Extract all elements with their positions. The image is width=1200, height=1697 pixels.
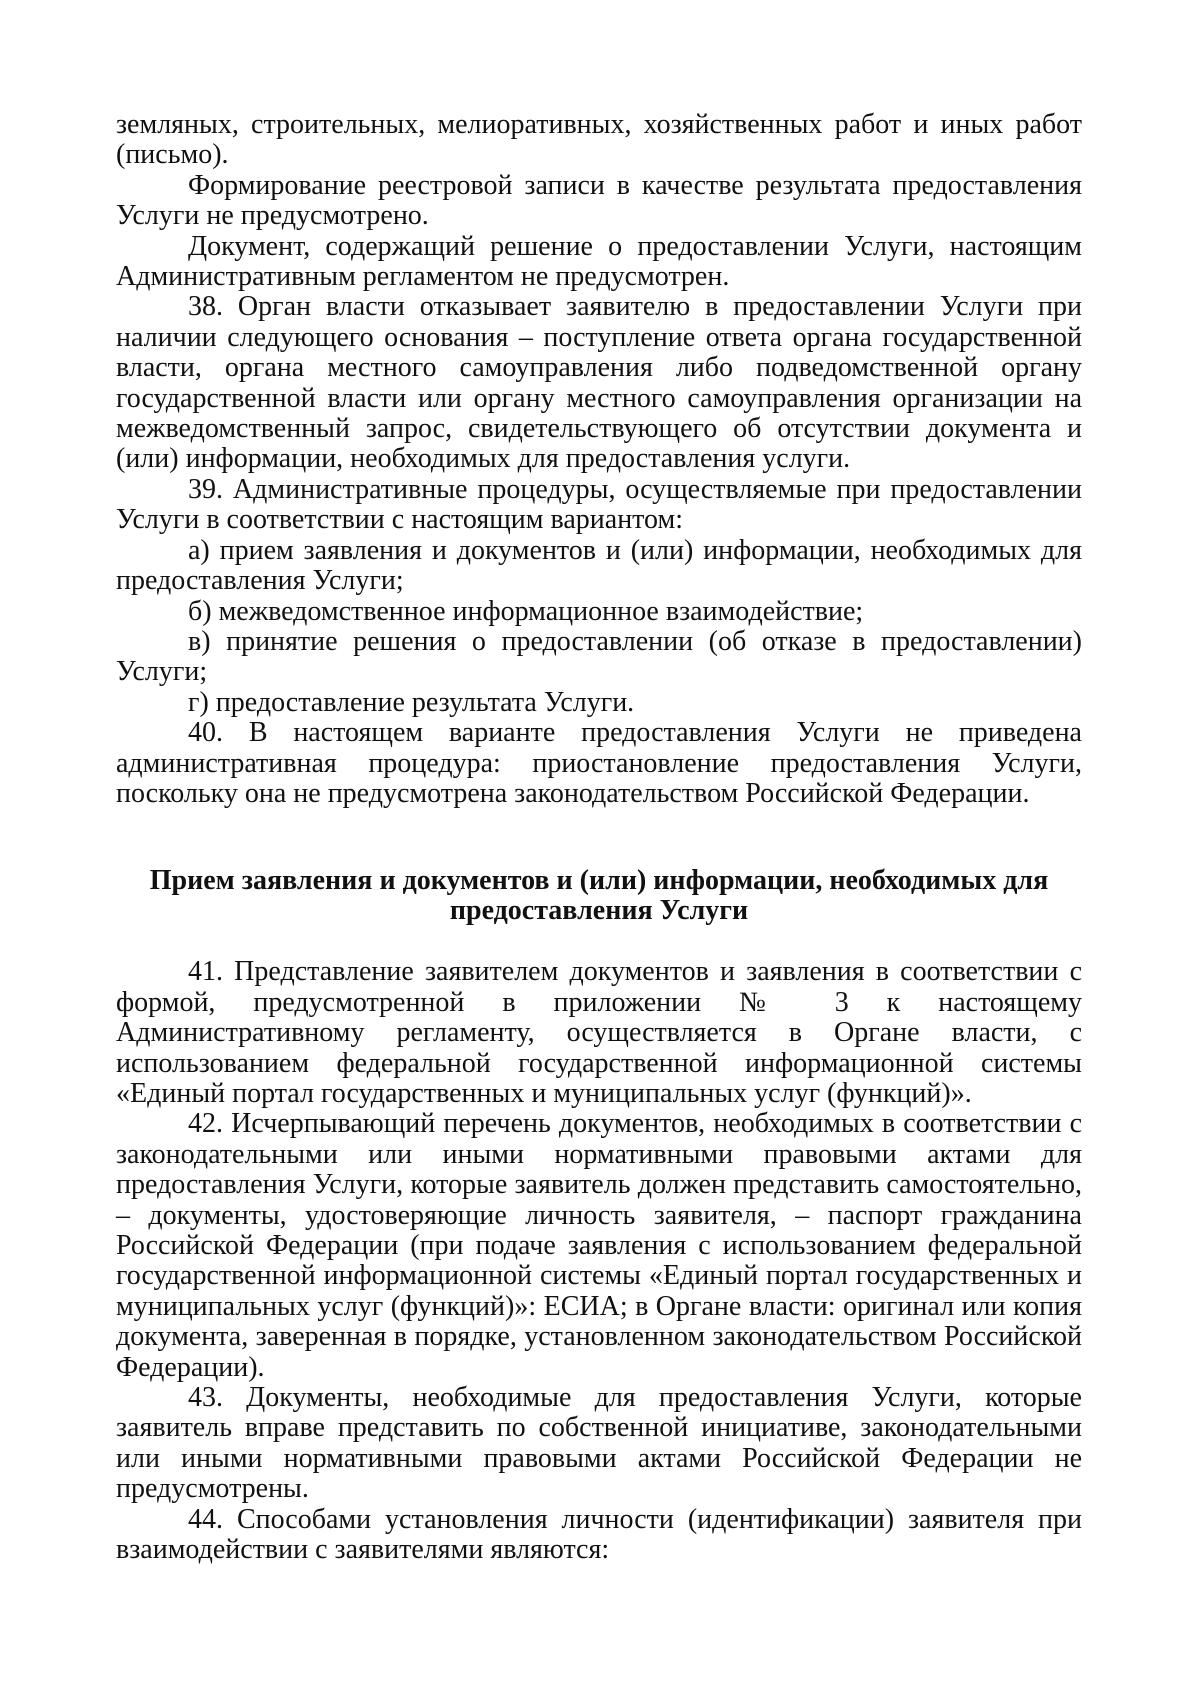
list-item-g: г) предоставление результата Услуги.	[188, 686, 635, 718]
paragraph-41: 41. Представление заявителем документов и заявления в соответствии с формой, предусмотренной в приложении № 3 к настоящему Административному регламенту, осуществляется в Органе власти, с использованием федеральной государственной информационной системы «Единый портал государственных и муниципальных услуг (функций)».	[116, 956, 1082, 1109]
list-item-b: б) межведомственное информационное взаимодействие;	[188, 595, 864, 627]
paragraph-44: 44. Способами установления личности (идентификации) заявителя при взаимодействии с заявителями являются:	[116, 1503, 1082, 1566]
list-item-v: в) принятие решения о предоставлении (об отказе в предоставлении) Услуги;	[116, 625, 1082, 688]
paragraph-40: 40. В настоящем варианте предоставления Услуги не приведена административная процедура: приостановление предоставления Услуги, поскольку она не предусмотрена законодательством Российской Федерации.	[116, 717, 1082, 809]
paragraph-39: 39. Административные процедуры, осуществляемые при предоставлении Услуги в соответствии с настоящим вариантом:	[116, 473, 1082, 536]
paragraph-registry-record: Формирование реестровой записи в качестве результата предоставления Услуги не предусмотрено.	[116, 169, 1082, 232]
list-item-a: а) прием заявления и документов и (или) информации, необходимых для предоставления Услуги;	[116, 534, 1082, 597]
paragraph-continuation: земляных, строительных, мелиоративных, хозяйственных работ и иных работ (письмо).	[116, 109, 1082, 171]
paragraph-42: 42. Исчерпывающий перечень документов, необходимых в соответствии с законодательными или иными нормативными правовыми актами для предоставления Услуги, которые заявитель должен представить самостоятельно, – документы, удостоверяющие личность заявителя, – паспорт гражданина Российской Федерации (при подаче заявления с использованием федеральной государственной информационной системы «Единый портал государственных и муниципальных услуг (функций)»: ЕСИА; в Органе власти: оригинал или копия документа, заверенная в порядке, установленном законодательством Российской Федерации).	[116, 1108, 1082, 1383]
paragraph-38: 38. Орган власти отказывает заявителю в предоставлении Услуги при наличии следующего основания – поступление ответа органа государственной власти, органа местного самоуправления либо подведомственной органу государственной власти или органу местного самоуправления организации на межведомственный запрос, свидетельствующего об отсутствии документа и (или) информации, необходимых для предоставления услуги.	[116, 291, 1082, 475]
section-heading: Прием заявления и документов и (или) информации, необходимых для предоставления Услуги	[149, 865, 1049, 927]
paragraph-43: 43. Документы, необходимые для предоставления Услуги, которые заявитель вправе представить по собственной инициативе, законодательными или иными нормативными правовыми актами Российской Федерации не предусмотрены.	[116, 1382, 1082, 1505]
paragraph-decision-document: Документ, содержащий решение о предоставлении Услуги, настоящим Административным регламентом не предусмотрен.	[116, 230, 1082, 293]
document-page	[116, 110, 1082, 1565]
